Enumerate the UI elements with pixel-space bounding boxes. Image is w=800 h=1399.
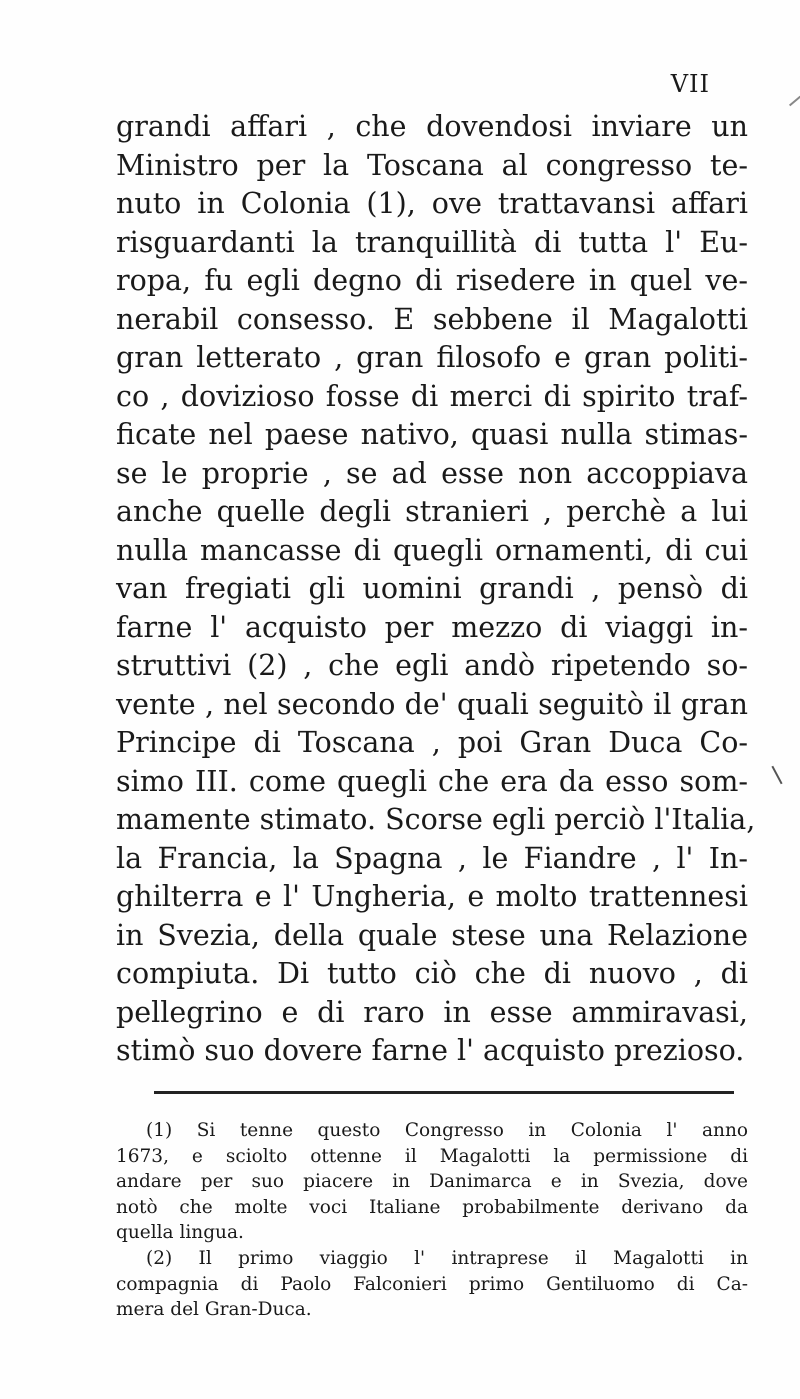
body-line: ficate nel paese nativo, quasi nulla stimas-: [116, 418, 748, 451]
page-number: VII: [670, 70, 710, 98]
footnote-line: andare per suo piacere in Danimarca e in Svezia, dove: [116, 1171, 748, 1193]
body-line: nuto in Colonia (1), ove trattavansi affari: [116, 187, 748, 220]
corner-scan-mark: [789, 96, 800, 107]
body-line: la Francia, la Spagna , le Fiandre , l' In-: [116, 841, 748, 875]
body-line: Ministro per la Toscana al congresso te-: [116, 148, 748, 182]
footnote-line: notò che molte voci Italiane probabilmente derivano da: [116, 1196, 748, 1218]
body-line: struttivi (2) , che egli andò ripetendo so-: [116, 649, 748, 682]
body-line: pellegrino e di raro in esse ammiravasi,: [116, 995, 748, 1029]
body-line: ropa, fu egli degno di risedere in quel ve-: [116, 264, 748, 297]
body-line: anche quelle degli stranieri , perchè a lui: [116, 495, 748, 528]
footnote-line: quella lingua.: [116, 1222, 244, 1244]
body-line: se le proprie , se ad esse non accoppiava: [116, 456, 748, 490]
body-line: nulla mancasse di quegli ornamenti, di cui: [116, 533, 748, 567]
body-line: nerabil consesso. E sebbene il Magalotti: [116, 302, 748, 336]
body-line: van fregiati gli uomini grandi , pensò di: [116, 572, 748, 605]
footnote-separator-rule: [154, 1091, 734, 1094]
body-line: vente , nel secondo de' quali seguitò il gran: [116, 687, 748, 721]
body-text: [116, 108, 756, 1071]
footnote-line: (2) Il primo viaggio l' intraprese il Magalotti in: [146, 1247, 748, 1269]
body-line: risguardanti la tranquillità di tutta l' Eu-: [116, 225, 748, 259]
body-line: simo III. come quegli che era da esso som-: [116, 764, 748, 798]
body-line: co , dovizioso fosse di merci di spirito traf-: [116, 379, 748, 413]
body-line: ghilterra e l' Ungheria, e molto trattennesi: [116, 880, 748, 913]
footnotes: [116, 1118, 748, 1323]
footnote-line: compagnia di Paolo Falconieri primo Gentiluomo di Ca-: [116, 1273, 748, 1295]
body-line: grandi affari , che dovendosi inviare un: [116, 110, 748, 143]
body-line: Principe di Toscana , poi Gran Duca Co-: [116, 726, 748, 759]
footnote-2: [116, 1246, 748, 1323]
body-line: stimò suo dovere farne l' acquisto prezioso.: [116, 1034, 745, 1067]
body-line: farne l' acquisto per mezzo di viaggi in-: [116, 610, 748, 644]
footnote-1: [116, 1118, 748, 1246]
footnote-line: (1) Si tenne questo Congresso in Colonia l' anno: [146, 1120, 748, 1141]
body-line: gran letterato , gran filosofo e gran politi-: [116, 341, 748, 374]
margin-pencil-mark: [771, 766, 782, 785]
footnote-line: 1673, e sciolto ottenne il Magalotti la permissione di: [116, 1145, 748, 1167]
footnote-line: mera del Gran-Duca.: [116, 1299, 312, 1321]
body-line: compiuta. Di tutto ciò che di nuovo , di: [116, 957, 748, 990]
body-line: mamente stimato. Scorse egli perciò l'Italia,: [116, 803, 756, 836]
body-line: in Svezia, della quale stese una Relazione: [116, 918, 748, 952]
